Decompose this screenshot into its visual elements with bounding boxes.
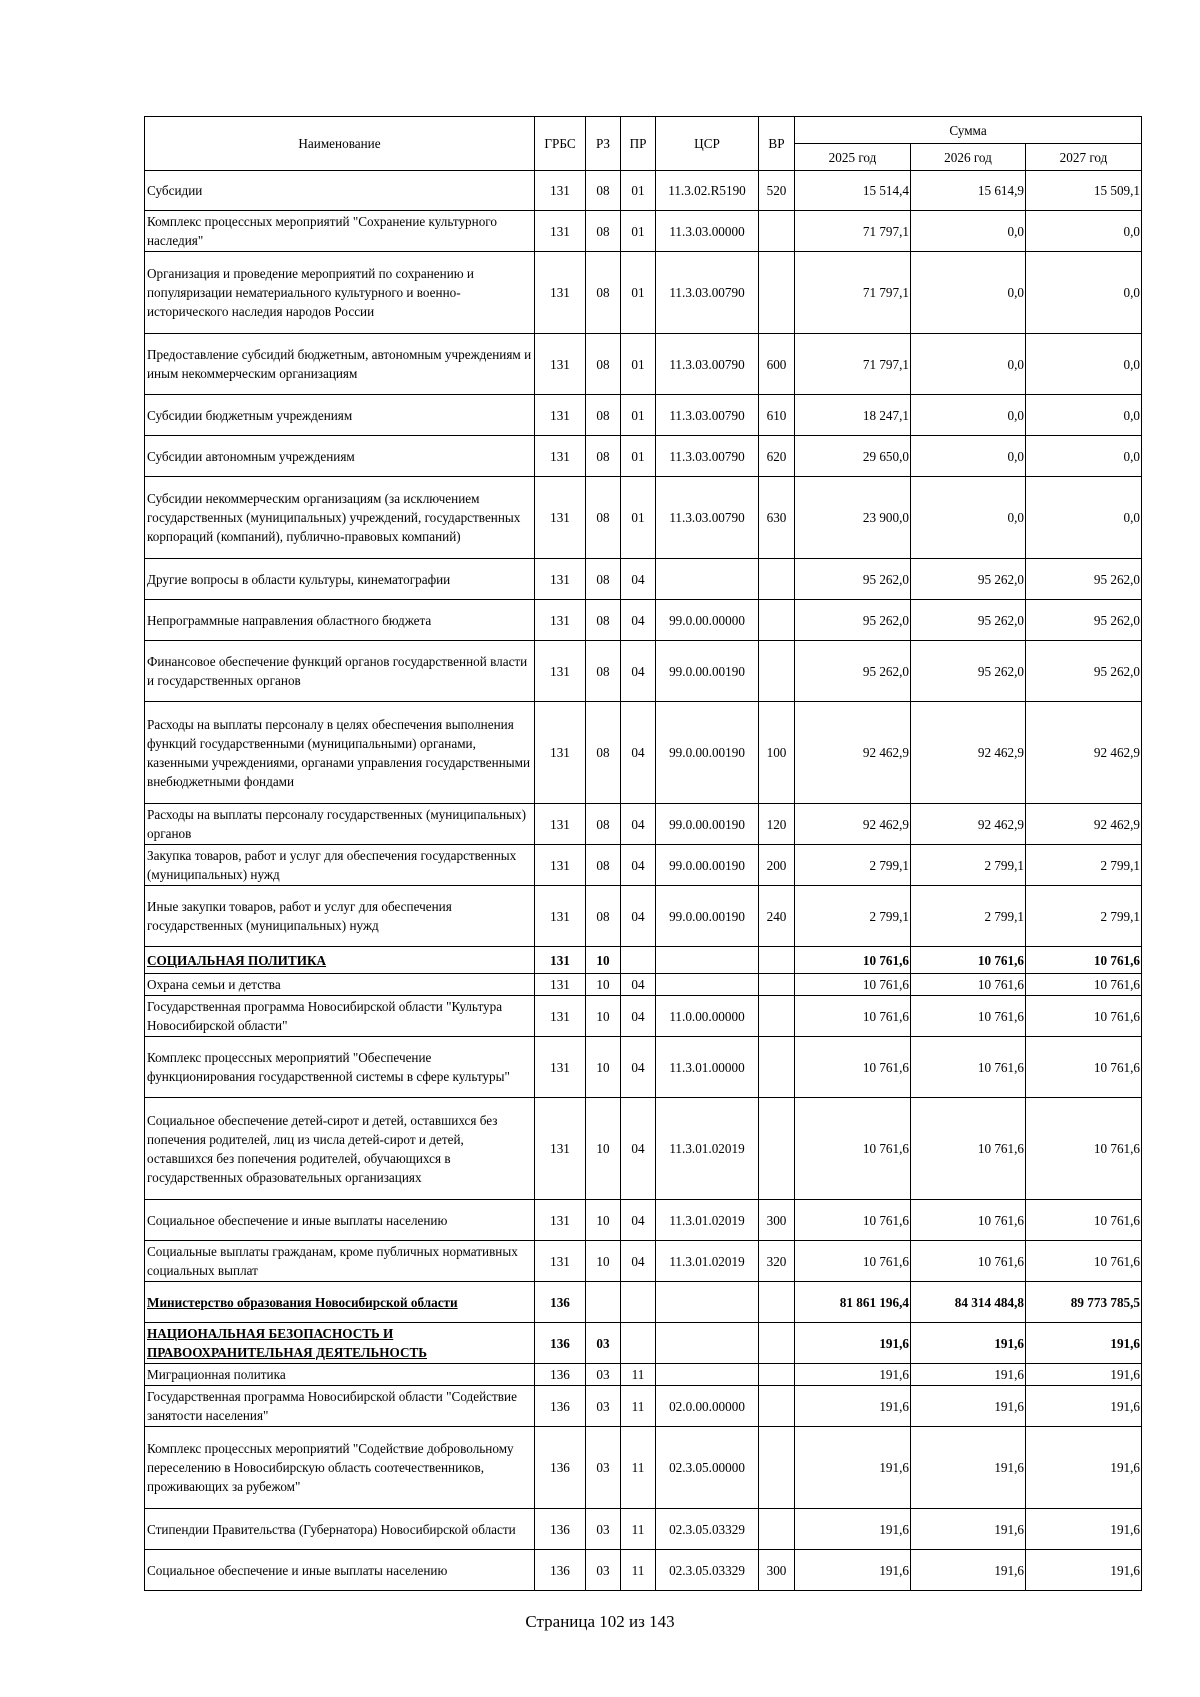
header-year-2027: 2027 год (1026, 144, 1142, 171)
cell-name: Социальное обеспечение и иные выплаты населению (145, 1200, 535, 1241)
cell-csr: 02.3.05.00000 (656, 1427, 759, 1509)
cell-grbs: 131 (535, 436, 586, 477)
cell-grbs: 131 (535, 211, 586, 252)
cell-rz: 03 (586, 1550, 621, 1591)
cell-pr: 11 (621, 1427, 656, 1509)
cell-name: Комплекс процессных мероприятий "Сохранение культурного наследия" (145, 211, 535, 252)
cell-pr: 11 (621, 1550, 656, 1591)
cell-pr: 04 (621, 974, 656, 996)
cell-vr: 320 (759, 1241, 795, 1282)
cell-name: НАЦИОНАЛЬНАЯ БЕЗОПАСНОСТЬ И ПРАВООХРАНИТЕЛЬНАЯ ДЕЯТЕЛЬНОСТЬ (145, 1323, 535, 1364)
cell-grbs: 131 (535, 996, 586, 1037)
cell-name: Другие вопросы в области культуры, кинематографии (145, 559, 535, 600)
cell-rz: 08 (586, 395, 621, 436)
cell-v2027: 191,6 (1026, 1323, 1142, 1364)
cell-name: Субсидии бюджетным учреждениям (145, 395, 535, 436)
cell-pr: 04 (621, 1037, 656, 1098)
cell-vr: 200 (759, 845, 795, 886)
cell-vr: 520 (759, 171, 795, 211)
cell-rz: 03 (586, 1509, 621, 1550)
cell-rz: 10 (586, 974, 621, 996)
table-row (145, 395, 1142, 436)
cell-csr: 11.3.03.00790 (656, 334, 759, 395)
table-row (145, 211, 1142, 252)
cell-v2025: 71 797,1 (795, 211, 911, 252)
table-row (145, 1037, 1142, 1098)
cell-v2026: 10 761,6 (911, 1241, 1026, 1282)
cell-v2027: 10 761,6 (1026, 974, 1142, 996)
cell-grbs: 131 (535, 1098, 586, 1200)
table-row (145, 1364, 1142, 1386)
cell-v2025: 95 262,0 (795, 600, 911, 641)
cell-pr: 01 (621, 252, 656, 334)
cell-v2027: 2 799,1 (1026, 886, 1142, 947)
cell-csr: 02.3.05.03329 (656, 1509, 759, 1550)
cell-v2026: 0,0 (911, 252, 1026, 334)
cell-csr: 11.3.03.00790 (656, 395, 759, 436)
cell-v2025: 10 761,6 (795, 1241, 911, 1282)
cell-vr (759, 600, 795, 641)
cell-pr: 04 (621, 1098, 656, 1200)
cell-v2026: 0,0 (911, 477, 1026, 559)
cell-v2025: 191,6 (795, 1364, 911, 1386)
cell-vr (759, 1098, 795, 1200)
cell-rz: 08 (586, 886, 621, 947)
cell-csr: 99.0.00.00190 (656, 886, 759, 947)
table-row (145, 702, 1142, 804)
cell-v2025: 191,6 (795, 1427, 911, 1509)
cell-v2025: 81 861 196,4 (795, 1282, 911, 1323)
cell-v2025: 191,6 (795, 1550, 911, 1591)
cell-pr: 01 (621, 395, 656, 436)
cell-v2027: 0,0 (1026, 252, 1142, 334)
cell-csr (656, 1323, 759, 1364)
header-name: Наименование (145, 117, 535, 171)
cell-v2027: 191,6 (1026, 1509, 1142, 1550)
cell-v2026: 10 761,6 (911, 974, 1026, 996)
cell-csr: 11.3.01.00000 (656, 1037, 759, 1098)
cell-grbs: 131 (535, 1037, 586, 1098)
cell-v2027: 0,0 (1026, 334, 1142, 395)
cell-pr: 04 (621, 702, 656, 804)
cell-rz: 10 (586, 1037, 621, 1098)
cell-v2025: 10 761,6 (795, 1037, 911, 1098)
cell-pr: 04 (621, 845, 656, 886)
cell-rz: 10 (586, 947, 621, 974)
cell-pr: 01 (621, 211, 656, 252)
cell-v2027: 0,0 (1026, 395, 1142, 436)
cell-grbs: 131 (535, 1241, 586, 1282)
cell-csr: 11.3.01.02019 (656, 1098, 759, 1200)
cell-vr: 300 (759, 1200, 795, 1241)
cell-v2026: 95 262,0 (911, 559, 1026, 600)
cell-pr: 04 (621, 641, 656, 702)
cell-v2025: 191,6 (795, 1509, 911, 1550)
cell-rz: 03 (586, 1427, 621, 1509)
cell-pr (621, 947, 656, 974)
cell-v2026: 15 614,9 (911, 171, 1026, 211)
cell-rz: 08 (586, 641, 621, 702)
cell-pr: 04 (621, 1241, 656, 1282)
cell-grbs: 136 (535, 1364, 586, 1386)
cell-v2027: 10 761,6 (1026, 1241, 1142, 1282)
cell-v2027: 191,6 (1026, 1386, 1142, 1427)
cell-v2027: 92 462,9 (1026, 702, 1142, 804)
cell-csr (656, 1282, 759, 1323)
cell-v2025: 10 761,6 (795, 1200, 911, 1241)
cell-vr (759, 1364, 795, 1386)
cell-grbs: 131 (535, 395, 586, 436)
cell-grbs: 131 (535, 477, 586, 559)
cell-name: Финансовое обеспечение функций органов государственной власти и государственных органов (145, 641, 535, 702)
cell-rz: 08 (586, 211, 621, 252)
cell-v2027: 10 761,6 (1026, 996, 1142, 1037)
cell-vr (759, 559, 795, 600)
cell-vr (759, 1509, 795, 1550)
cell-rz: 08 (586, 804, 621, 845)
cell-vr: 300 (759, 1550, 795, 1591)
cell-grbs: 136 (535, 1427, 586, 1509)
cell-v2027: 191,6 (1026, 1550, 1142, 1591)
cell-grbs: 131 (535, 974, 586, 996)
cell-vr: 620 (759, 436, 795, 477)
cell-name: Субсидии автономным учреждениям (145, 436, 535, 477)
cell-v2025: 191,6 (795, 1386, 911, 1427)
cell-v2027: 2 799,1 (1026, 845, 1142, 886)
cell-vr: 610 (759, 395, 795, 436)
cell-v2026: 0,0 (911, 436, 1026, 477)
cell-vr: 120 (759, 804, 795, 845)
cell-v2027: 89 773 785,5 (1026, 1282, 1142, 1323)
cell-v2026: 2 799,1 (911, 845, 1026, 886)
cell-v2026: 0,0 (911, 334, 1026, 395)
cell-vr (759, 1037, 795, 1098)
cell-grbs: 131 (535, 641, 586, 702)
cell-rz: 03 (586, 1364, 621, 1386)
cell-vr (759, 252, 795, 334)
table-row (145, 1427, 1142, 1509)
cell-name: Субсидии некоммерческим организациям (за исключением государственных (муниципальных) учреждений, государственных корпораций (компаний), публично-правовых компаний) (145, 477, 535, 559)
cell-name: Государственная программа Новосибирской области "Содействие занятости населения" (145, 1386, 535, 1427)
table-row (145, 1386, 1142, 1427)
cell-v2027: 0,0 (1026, 477, 1142, 559)
header-year-2025: 2025 год (795, 144, 911, 171)
header-sum: Сумма (795, 117, 1142, 144)
cell-csr (656, 559, 759, 600)
cell-rz: 08 (586, 171, 621, 211)
cell-name: Комплекс процессных мероприятий "Содействие добровольному переселению в Новосибирскую область соотечественников, проживающих за рубежом" (145, 1427, 535, 1509)
table-row (145, 1550, 1142, 1591)
cell-v2025: 18 247,1 (795, 395, 911, 436)
cell-csr: 11.3.03.00000 (656, 211, 759, 252)
cell-vr: 600 (759, 334, 795, 395)
cell-name: Стипендии Правительства (Губернатора) Новосибирской области (145, 1509, 535, 1550)
cell-csr (656, 1364, 759, 1386)
cell-v2026: 10 761,6 (911, 1098, 1026, 1200)
cell-rz: 10 (586, 996, 621, 1037)
cell-csr (656, 947, 759, 974)
cell-v2026: 0,0 (911, 211, 1026, 252)
table-row (145, 641, 1142, 702)
table-row (145, 334, 1142, 395)
cell-v2027: 10 761,6 (1026, 947, 1142, 974)
cell-csr: 99.0.00.00190 (656, 845, 759, 886)
cell-v2026: 10 761,6 (911, 1037, 1026, 1098)
cell-v2025: 29 650,0 (795, 436, 911, 477)
cell-pr: 01 (621, 477, 656, 559)
cell-grbs: 136 (535, 1509, 586, 1550)
cell-csr (656, 974, 759, 996)
cell-v2025: 2 799,1 (795, 886, 911, 947)
cell-pr: 11 (621, 1386, 656, 1427)
cell-name: Организация и проведение мероприятий по сохранению и популяризации нематериального культурного и военно-исторического наследия народов России (145, 252, 535, 334)
header-pr: ПР (621, 117, 656, 171)
cell-name: Государственная программа Новосибирской области "Культура Новосибирской области" (145, 996, 535, 1037)
cell-grbs: 131 (535, 702, 586, 804)
cell-v2026: 92 462,9 (911, 702, 1026, 804)
cell-v2025: 2 799,1 (795, 845, 911, 886)
cell-csr: 02.3.05.03329 (656, 1550, 759, 1591)
cell-v2025: 95 262,0 (795, 559, 911, 600)
cell-name: Субсидии (145, 171, 535, 211)
cell-name: Миграционная политика (145, 1364, 535, 1386)
header-year-2026: 2026 год (911, 144, 1026, 171)
cell-grbs: 131 (535, 804, 586, 845)
cell-v2026: 191,6 (911, 1386, 1026, 1427)
cell-pr: 04 (621, 600, 656, 641)
cell-v2027: 92 462,9 (1026, 804, 1142, 845)
cell-vr (759, 1282, 795, 1323)
cell-v2027: 0,0 (1026, 436, 1142, 477)
cell-v2027: 10 761,6 (1026, 1037, 1142, 1098)
cell-name: СОЦИАЛЬНАЯ ПОЛИТИКА (145, 947, 535, 974)
cell-v2026: 95 262,0 (911, 600, 1026, 641)
cell-csr: 02.0.00.00000 (656, 1386, 759, 1427)
cell-name: Министерство образования Новосибирской области (145, 1282, 535, 1323)
cell-csr: 11.3.03.00790 (656, 252, 759, 334)
cell-name: Комплекс процессных мероприятий "Обеспечение функционирования государственной системы в сфере культуры" (145, 1037, 535, 1098)
cell-vr (759, 1427, 795, 1509)
cell-rz: 08 (586, 436, 621, 477)
budget-table (144, 116, 1142, 1591)
cell-vr: 100 (759, 702, 795, 804)
cell-grbs: 136 (535, 1386, 586, 1427)
header-rz: РЗ (586, 117, 621, 171)
cell-v2026: 84 314 484,8 (911, 1282, 1026, 1323)
cell-csr: 99.0.00.00190 (656, 702, 759, 804)
cell-v2025: 10 761,6 (795, 947, 911, 974)
cell-csr: 11.3.03.00790 (656, 436, 759, 477)
table-row (145, 947, 1142, 974)
table-row (145, 1282, 1142, 1323)
header-grbs: ГРБС (535, 117, 586, 171)
cell-pr: 04 (621, 804, 656, 845)
cell-grbs: 136 (535, 1282, 586, 1323)
cell-pr: 04 (621, 1200, 656, 1241)
cell-v2027: 15 509,1 (1026, 171, 1142, 211)
cell-pr: 04 (621, 559, 656, 600)
cell-vr (759, 1386, 795, 1427)
cell-v2027: 95 262,0 (1026, 559, 1142, 600)
table-row (145, 477, 1142, 559)
cell-grbs: 131 (535, 1200, 586, 1241)
cell-grbs: 136 (535, 1323, 586, 1364)
table-row (145, 804, 1142, 845)
cell-pr: 01 (621, 171, 656, 211)
table-row (145, 1323, 1142, 1364)
cell-v2027: 95 262,0 (1026, 641, 1142, 702)
cell-name: Предоставление субсидий бюджетным, автономным учреждениям и иным некоммерческим организациям (145, 334, 535, 395)
cell-v2026: 191,6 (911, 1364, 1026, 1386)
cell-vr (759, 641, 795, 702)
table-body (145, 171, 1142, 1591)
cell-grbs: 131 (535, 334, 586, 395)
cell-csr: 99.0.00.00000 (656, 600, 759, 641)
cell-v2026: 95 262,0 (911, 641, 1026, 702)
table-row (145, 1241, 1142, 1282)
cell-grbs: 131 (535, 947, 586, 974)
cell-csr: 11.0.00.00000 (656, 996, 759, 1037)
cell-pr (621, 1323, 656, 1364)
table-row (145, 436, 1142, 477)
cell-vr: 630 (759, 477, 795, 559)
cell-csr: 11.3.03.00790 (656, 477, 759, 559)
cell-name: Иные закупки товаров, работ и услуг для обеспечения государственных (муниципальных) нужд (145, 886, 535, 947)
cell-grbs: 136 (535, 1550, 586, 1591)
cell-grbs: 131 (535, 600, 586, 641)
table-row (145, 559, 1142, 600)
cell-rz: 08 (586, 252, 621, 334)
cell-v2026: 191,6 (911, 1509, 1026, 1550)
cell-pr: 11 (621, 1364, 656, 1386)
cell-csr: 99.0.00.00190 (656, 641, 759, 702)
cell-v2027: 191,6 (1026, 1364, 1142, 1386)
cell-vr (759, 974, 795, 996)
cell-v2027: 95 262,0 (1026, 600, 1142, 641)
cell-vr (759, 996, 795, 1037)
cell-name: Социальное обеспечение детей-сирот и детей, оставшихся без попечения родителей, лиц из числа детей-сирот и детей, оставшихся без попечения родителей, обучающихся в государственных образовательных организациях (145, 1098, 535, 1200)
cell-v2026: 10 761,6 (911, 996, 1026, 1037)
cell-pr: 04 (621, 996, 656, 1037)
cell-v2026: 10 761,6 (911, 1200, 1026, 1241)
cell-csr: 11.3.02.R5190 (656, 171, 759, 211)
header-vr: ВР (759, 117, 795, 171)
cell-grbs: 131 (535, 559, 586, 600)
cell-v2027: 10 761,6 (1026, 1098, 1142, 1200)
cell-pr: 01 (621, 334, 656, 395)
cell-rz: 08 (586, 559, 621, 600)
cell-rz (586, 1282, 621, 1323)
cell-v2027: 0,0 (1026, 211, 1142, 252)
table-row (145, 1098, 1142, 1200)
cell-pr (621, 1282, 656, 1323)
table-row (145, 845, 1142, 886)
cell-pr: 04 (621, 886, 656, 947)
cell-v2026: 0,0 (911, 395, 1026, 436)
cell-v2025: 10 761,6 (795, 996, 911, 1037)
cell-v2025: 10 761,6 (795, 1098, 911, 1200)
header-csr: ЦСР (656, 117, 759, 171)
cell-rz: 10 (586, 1241, 621, 1282)
cell-v2025: 92 462,9 (795, 804, 911, 845)
cell-csr: 11.3.01.02019 (656, 1241, 759, 1282)
table-row (145, 1509, 1142, 1550)
table-row (145, 996, 1142, 1037)
cell-v2025: 71 797,1 (795, 334, 911, 395)
cell-v2025: 23 900,0 (795, 477, 911, 559)
cell-v2026: 191,6 (911, 1323, 1026, 1364)
cell-vr: 240 (759, 886, 795, 947)
cell-grbs: 131 (535, 252, 586, 334)
cell-vr (759, 211, 795, 252)
cell-v2026: 191,6 (911, 1550, 1026, 1591)
cell-name: Закупка товаров, работ и услуг для обеспечения государственных (муниципальных) нужд (145, 845, 535, 886)
cell-rz: 10 (586, 1200, 621, 1241)
cell-v2025: 95 262,0 (795, 641, 911, 702)
cell-rz: 03 (586, 1323, 621, 1364)
cell-rz: 08 (586, 477, 621, 559)
cell-name: Расходы на выплаты персоналу государственных (муниципальных) органов (145, 804, 535, 845)
cell-v2025: 92 462,9 (795, 702, 911, 804)
cell-v2025: 10 761,6 (795, 974, 911, 996)
cell-pr: 01 (621, 436, 656, 477)
cell-name: Непрограммные направления областного бюджета (145, 600, 535, 641)
cell-v2027: 191,6 (1026, 1427, 1142, 1509)
cell-v2026: 191,6 (911, 1427, 1026, 1509)
cell-v2026: 2 799,1 (911, 886, 1026, 947)
cell-rz: 08 (586, 334, 621, 395)
cell-name: Охрана семьи и детства (145, 974, 535, 996)
cell-rz: 08 (586, 845, 621, 886)
cell-rz: 10 (586, 1098, 621, 1200)
table-row (145, 1200, 1142, 1241)
page-number: Страница 102 из 143 (525, 1612, 675, 1631)
cell-grbs: 131 (535, 171, 586, 211)
cell-name: Социальные выплаты гражданам, кроме публичных нормативных социальных выплат (145, 1241, 535, 1282)
cell-v2027: 10 761,6 (1026, 1200, 1142, 1241)
table-row (145, 974, 1142, 996)
cell-v2025: 15 514,4 (795, 171, 911, 211)
cell-v2026: 92 462,9 (911, 804, 1026, 845)
cell-rz: 08 (586, 702, 621, 804)
table-row (145, 886, 1142, 947)
cell-vr (759, 1323, 795, 1364)
cell-pr: 11 (621, 1509, 656, 1550)
cell-vr (759, 947, 795, 974)
cell-grbs: 131 (535, 845, 586, 886)
cell-v2025: 191,6 (795, 1323, 911, 1364)
cell-csr: 99.0.00.00190 (656, 804, 759, 845)
cell-grbs: 131 (535, 886, 586, 947)
cell-v2026: 10 761,6 (911, 947, 1026, 974)
cell-rz: 08 (586, 600, 621, 641)
cell-name: Социальное обеспечение и иные выплаты населению (145, 1550, 535, 1591)
cell-csr: 11.3.01.02019 (656, 1200, 759, 1241)
cell-v2025: 71 797,1 (795, 252, 911, 334)
cell-rz: 03 (586, 1386, 621, 1427)
table-row (145, 252, 1142, 334)
cell-name: Расходы на выплаты персоналу в целях обеспечения выполнения функций государственными (муниципальными) органами, казенными учреждениями, органами управления государственными внебюджетными фондами (145, 702, 535, 804)
table-header (145, 117, 1142, 171)
table-row (145, 171, 1142, 211)
table-row (145, 600, 1142, 641)
